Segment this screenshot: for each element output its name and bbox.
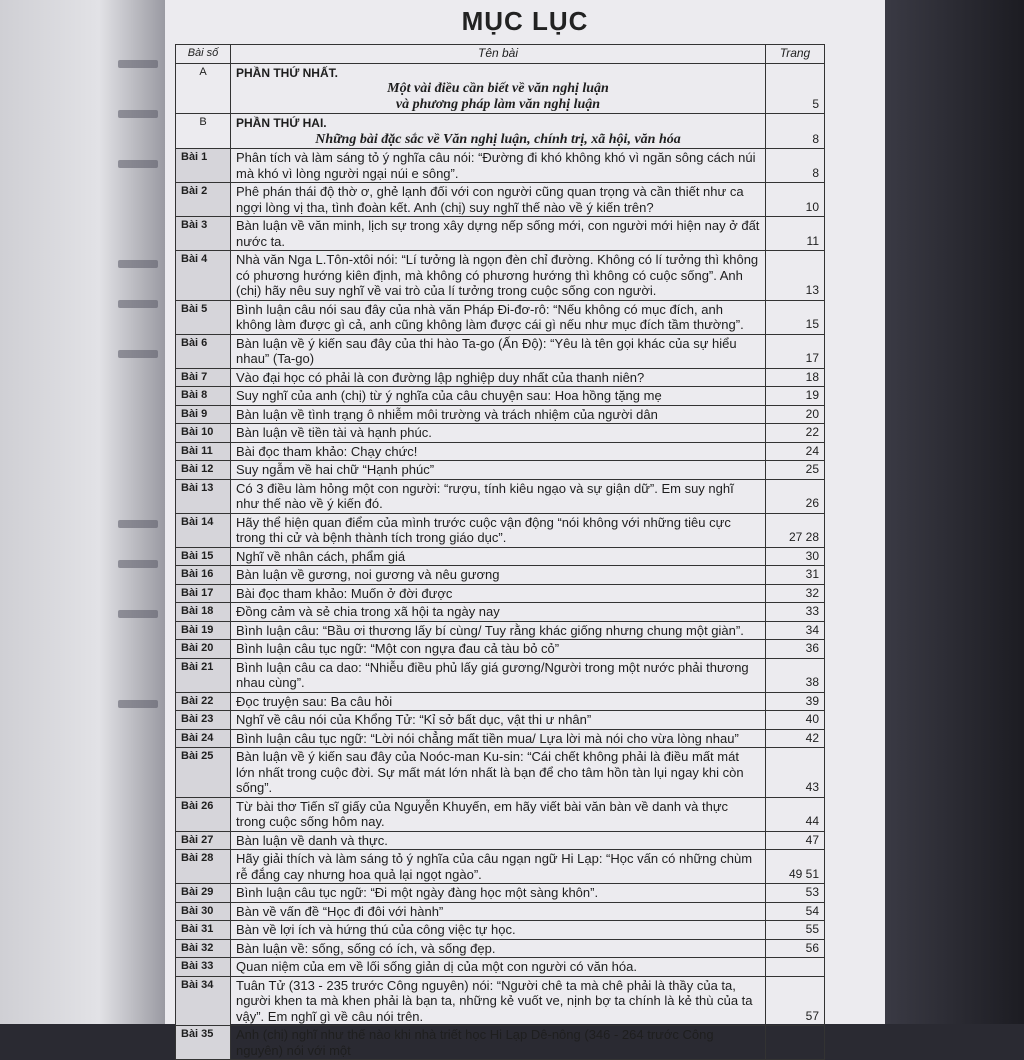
toc-row	[176, 183, 825, 217]
lesson-page: 39	[766, 692, 825, 711]
lesson-title: Bàn về vấn đề “Học đi đôi với hành”	[231, 902, 766, 921]
lesson-num: Bài 34	[176, 976, 231, 1026]
lesson-num: Bài 18	[176, 603, 231, 622]
lesson-num: Bài 6	[176, 334, 231, 368]
book-page	[165, 0, 885, 1058]
lesson-num: Bài 4	[176, 251, 231, 301]
part-title-line1: Một vài điều cần biết về văn nghị luận	[387, 81, 609, 96]
lesson-title: Vào đại học có phải là con đường lập nghiệp duy nhất của thanh niên?	[231, 368, 766, 387]
toc-row	[176, 939, 825, 958]
toc-row	[176, 658, 825, 692]
lesson-num: Bài 9	[176, 405, 231, 424]
part-num: A	[176, 63, 231, 114]
lesson-num: Bài 27	[176, 831, 231, 850]
toc-row	[176, 300, 825, 334]
lesson-title: Bình luận câu: “Bầu ơi thương lấy bí cùng/ Tuy rằng khác giống nhưng chung một giàn”.	[231, 621, 766, 640]
lesson-title: Bàn luận về: sống, sống có ích, và sống đẹp.	[231, 939, 766, 958]
lesson-page: 57	[766, 976, 825, 1026]
lesson-page: 43	[766, 748, 825, 798]
toc-row	[176, 547, 825, 566]
lesson-title: Bàn về lợi ích và hứng thú của công việc tự học.	[231, 921, 766, 940]
lesson-page: 8	[766, 149, 825, 183]
lesson-num: Bài 3	[176, 217, 231, 251]
lesson-page: 19	[766, 387, 825, 406]
lesson-title: Bình luận câu nói sau đây của nhà văn Pháp Đi-đơ-rô: “Nếu không có mục đích, anh không làm được gì cả, anh cũng không làm được cái gì nếu như mục đích tầm thường”.	[231, 300, 766, 334]
part-cell	[231, 63, 766, 114]
lesson-title: Quan niệm của em về lối sống giản dị của một con người có văn hóa.	[231, 958, 766, 977]
lesson-page: 33	[766, 603, 825, 622]
toc-row	[176, 479, 825, 513]
lesson-page: 27 28	[766, 513, 825, 547]
lesson-num: Bài 13	[176, 479, 231, 513]
lesson-page: 40	[766, 711, 825, 730]
col-page-header: Trang	[766, 45, 825, 64]
toc-row	[176, 976, 825, 1026]
lesson-num: Bài 32	[176, 939, 231, 958]
lesson-page: 26	[766, 479, 825, 513]
lesson-page: 30	[766, 547, 825, 566]
lesson-title: Bàn luận về văn minh, lịch sự trong xây dựng nếp sống mới, con người mới hiện nay ở đất nước ta.	[231, 217, 766, 251]
lesson-title: Bàn luận về tiền tài và hạnh phúc.	[231, 424, 766, 443]
lesson-title: Bình luận câu tục ngữ: “Lời nói chẳng mất tiền mua/ Lựa lời mà nói cho vừa lòng nhau”	[231, 729, 766, 748]
lesson-num: Bài 12	[176, 461, 231, 480]
lesson-num: Bài 2	[176, 183, 231, 217]
part-page: 8	[766, 114, 825, 149]
lesson-page: 53	[766, 884, 825, 903]
lesson-page: 55	[766, 921, 825, 940]
lesson-page: 42	[766, 729, 825, 748]
lesson-page: 34	[766, 621, 825, 640]
toc-body	[176, 63, 825, 1060]
lesson-page: 11	[766, 217, 825, 251]
toc-table	[175, 44, 825, 1060]
lesson-page: 22	[766, 424, 825, 443]
lesson-page: 56	[766, 939, 825, 958]
lesson-num: Bài 21	[176, 658, 231, 692]
toc-row	[176, 921, 825, 940]
lesson-num: Bài 25	[176, 748, 231, 798]
toc-row	[176, 797, 825, 831]
lesson-title: Phân tích và làm sáng tỏ ý nghĩa câu nói: “Đường đi khó không khó vì ngăn sông cách núi mà khó vì lòng người ngại núi e sông”.	[231, 149, 766, 183]
toc-row	[176, 603, 825, 622]
lesson-num: Bài 22	[176, 692, 231, 711]
lesson-page: 54	[766, 902, 825, 921]
lesson-title: Nhà văn Nga L.Tôn-xtôi nói: “Lí tưởng là ngọn đèn chỉ đường. Không có lí tưởng thì không có phương hướng kiên định, mà không có phương hướng thì không có cuộc sống”. Anh (chị) hãy nêu suy nghĩ về vai trò của lí tưởng trong cuộc sống con người.	[231, 251, 766, 301]
lesson-page	[766, 1026, 825, 1060]
lesson-num: Bài 7	[176, 368, 231, 387]
part-title-line2: và phương pháp làm văn nghị luận	[395, 96, 601, 112]
lesson-title: Bàn luận về tình trạng ô nhiễm môi trường và trách nhiệm của người dân	[231, 405, 766, 424]
toc-row	[176, 584, 825, 603]
lesson-page	[766, 958, 825, 977]
lesson-title: Nghĩ về câu nói của Khổng Tử: “Kỉ sở bất dục, vật thi ư nhân”	[231, 711, 766, 730]
lesson-title: Bài đọc tham khảo: Muốn ở đời được	[231, 584, 766, 603]
toc-row	[176, 424, 825, 443]
lesson-page: 13	[766, 251, 825, 301]
lesson-page: 47	[766, 831, 825, 850]
lesson-num: Bài 31	[176, 921, 231, 940]
lesson-num: Bài 14	[176, 513, 231, 547]
lesson-page: 20	[766, 405, 825, 424]
toc-row	[176, 442, 825, 461]
lesson-title: Suy nghĩ của anh (chị) từ ý nghĩa của câu chuyện sau: Hoa hồng tặng mẹ	[231, 387, 766, 406]
part-label: PHẦN THỨ HAI.	[236, 116, 327, 130]
right-background	[885, 0, 1024, 1024]
lesson-page: 44	[766, 797, 825, 831]
lesson-num: Bài 28	[176, 850, 231, 884]
lesson-num: Bài 5	[176, 300, 231, 334]
toc-row	[176, 850, 825, 884]
lesson-title: Bàn luận về ý kiến sau đây của thi hào Ta-go (Ấn Độ): “Yêu là tên gọi khác của sự hiểu nhau” (Ta-go)	[231, 334, 766, 368]
toc-row	[176, 566, 825, 585]
lesson-num: Bài 1	[176, 149, 231, 183]
toc-row	[176, 461, 825, 480]
toc-row	[176, 251, 825, 301]
lesson-page: 24	[766, 442, 825, 461]
lesson-page: 15	[766, 300, 825, 334]
lesson-title: Anh (chị) nghĩ như thế nào khi nhà triết học Hi Lạp Dê-nông (346 - 264 trước Công nguyên) nói với một	[231, 1026, 766, 1060]
lesson-num: Bài 35	[176, 1026, 231, 1060]
toc-row	[176, 692, 825, 711]
lesson-num: Bài 8	[176, 387, 231, 406]
toc-row	[176, 1026, 825, 1060]
lesson-num: Bài 26	[176, 797, 231, 831]
toc-row	[176, 640, 825, 659]
page-title: MỤC LỤC	[461, 6, 589, 36]
toc-part-row	[176, 63, 825, 114]
lesson-page: 49 51	[766, 850, 825, 884]
left-page-edge	[0, 0, 165, 1024]
lesson-page: 31	[766, 566, 825, 585]
toc-row	[176, 711, 825, 730]
lesson-title: Bình luận câu ca dao: “Nhiễu điều phủ lấy giá gương/Người trong một nước phải thương nhau cùng”.	[231, 658, 766, 692]
toc-row	[176, 621, 825, 640]
lesson-title: Bài đọc tham khảo: Chạy chức!	[231, 442, 766, 461]
toc-row	[176, 217, 825, 251]
toc-row	[176, 387, 825, 406]
toc-row	[176, 368, 825, 387]
lesson-title: Có 3 điều làm hỏng một con người: “rượu, tính kiêu ngạo và sự giận dữ”. Em suy nghĩ như thế nào về ý kiến đó.	[231, 479, 766, 513]
lesson-num: Bài 24	[176, 729, 231, 748]
toc-row	[176, 405, 825, 424]
lesson-num: Bài 33	[176, 958, 231, 977]
toc-row	[176, 884, 825, 903]
lesson-title: Bàn luận về danh và thực.	[231, 831, 766, 850]
lesson-num: Bài 29	[176, 884, 231, 903]
lesson-num: Bài 15	[176, 547, 231, 566]
lesson-title: Nghĩ về nhân cách, phẩm giá	[231, 547, 766, 566]
toc-row	[176, 748, 825, 798]
lesson-num: Bài 11	[176, 442, 231, 461]
lesson-title: Đọc truyện sau: Ba câu hỏi	[231, 692, 766, 711]
lesson-num: Bài 10	[176, 424, 231, 443]
lesson-page: 38	[766, 658, 825, 692]
lesson-num: Bài 30	[176, 902, 231, 921]
toc-row	[176, 513, 825, 547]
lesson-page: 25	[766, 461, 825, 480]
part-title-line1: Những bài đặc sắc về Văn nghị luận, chính trị, xã hội, văn hóa	[315, 131, 681, 147]
toc-row	[176, 958, 825, 977]
toc-part-row	[176, 114, 825, 149]
col-title-header: Tên bài	[231, 45, 766, 64]
lesson-page: 32	[766, 584, 825, 603]
part-num: B	[176, 114, 231, 149]
lesson-title: Hãy thể hiện quan điểm của mình trước cuộc vận động “nói không với những tiêu cực trong thi cử và bệnh thành tích trong giáo dục”.	[231, 513, 766, 547]
lesson-num: Bài 16	[176, 566, 231, 585]
lesson-title: Phê phán thái độ thờ ơ, ghẻ lạnh đối với con người cũng quan trọng và cần thiết như ca ngợi lòng vị tha, tình đoàn kết. Anh (chị) suy nghĩ thế nào về ý kiến trên?	[231, 183, 766, 217]
part-page: 5	[766, 63, 825, 114]
toc-row	[176, 149, 825, 183]
col-num-header: Bài số	[176, 45, 231, 64]
lesson-page: 36	[766, 640, 825, 659]
lesson-title: Bình luận câu tục ngữ: “Một con ngựa đau cả tàu bỏ cỏ”	[231, 640, 766, 659]
part-label: PHẦN THỨ NHẤT.	[236, 65, 338, 80]
lesson-page: 17	[766, 334, 825, 368]
toc-row	[176, 334, 825, 368]
lesson-title: Bàn luận về ý kiến sau đây của Noóc-man Ku-sin: “Cái chết không phải là điều mất mát lớn nhất trong cuộc đời. Sự mất mát lớn nhất là bạn để cho tâm hồn tàn lụi ngay khi còn sống”.	[231, 748, 766, 798]
lesson-num: Bài 17	[176, 584, 231, 603]
lesson-page: 10	[766, 183, 825, 217]
lesson-num: Bài 19	[176, 621, 231, 640]
lesson-title: Bàn luận về gương, noi gương và nêu gương	[231, 566, 766, 585]
lesson-title: Từ bài thơ Tiến sĩ giấy của Nguyễn Khuyến, em hãy viết bài văn bàn về danh và thực trong cuộc sống hôm nay.	[231, 797, 766, 831]
toc-row	[176, 831, 825, 850]
lesson-title: Bình luận câu tục ngữ: “Đi một ngày đàng học một sàng khôn”.	[231, 884, 766, 903]
lesson-page: 18	[766, 368, 825, 387]
lesson-num: Bài 20	[176, 640, 231, 659]
lesson-title: Hãy giải thích và làm sáng tỏ ý nghĩa của câu ngạn ngữ Hi Lạp: “Học vấn có những chùm rễ đắng cay nhưng hoa quả lại ngọt ngào”.	[231, 850, 766, 884]
toc-row	[176, 902, 825, 921]
lesson-num: Bài 23	[176, 711, 231, 730]
lesson-title: Đồng cảm và sẻ chia trong xã hội ta ngày nay	[231, 603, 766, 622]
toc-header-row	[176, 45, 825, 64]
toc-row	[176, 729, 825, 748]
lesson-title: Suy ngẫm về hai chữ “Hạnh phúc”	[231, 461, 766, 480]
lesson-title: Tuân Tử (313 - 235 trước Công nguyên) nói: “Người chê ta mà chê phải là thầy của ta, người khen ta mà khen phải là bạn ta, những kẻ vuốt ve, nịnh bợ ta chính là kẻ thù của ta vậy”. Em nghĩ gì về câu nói trên.	[231, 976, 766, 1026]
part-cell	[231, 114, 766, 149]
